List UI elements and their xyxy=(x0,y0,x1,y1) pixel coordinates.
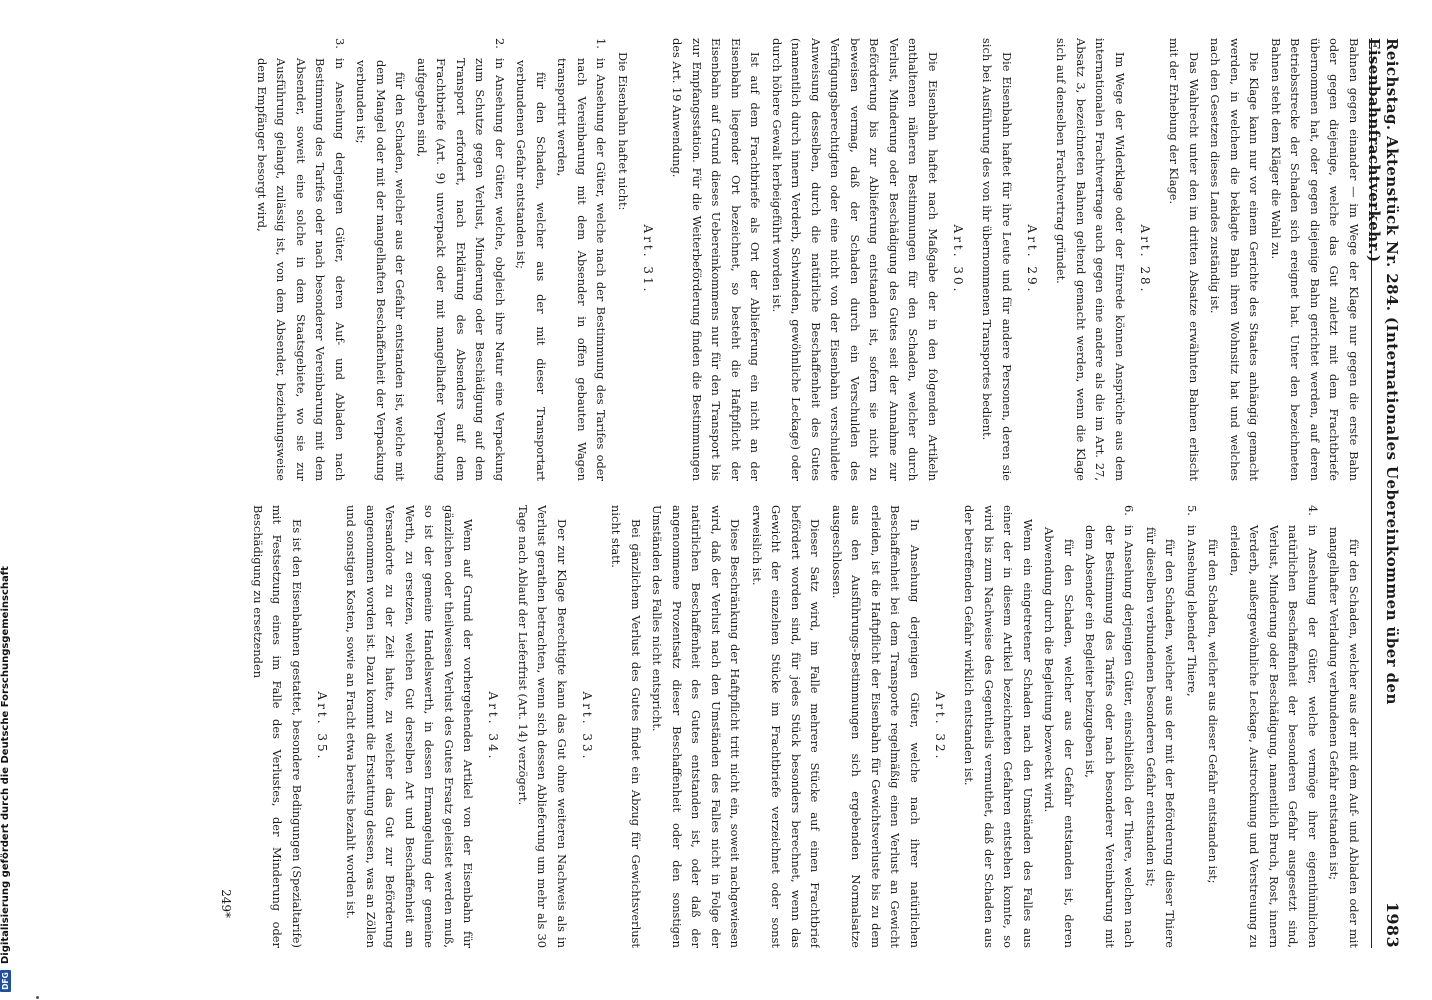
item-text: in Ansehung derjenigen Güter, deren Auf- und Abladen nach Bestimmung des Tarifes oder nach besonderer Vereinbarung mit dem Absender, soweit eine solche in dem Staatsgebiete, wo sie zur Ausführung gelangt, zulässig ist, von dem Absender, beziehungsweise dem Empfänger besorgt wird, xyxy=(255,58,347,481)
dfg-logo-icon: DFG xyxy=(0,970,11,992)
document-page xyxy=(17,28,1402,958)
article-heading: Art. 30. xyxy=(951,224,965,295)
page-header xyxy=(1365,38,1402,948)
column-left xyxy=(38,38,1363,481)
item-text: in Ansehung der Güter, welche nach der Bestimmung des Tarifes oder nach Vereinbarung mit dem Absender in offen gebauten Wagen transportirt werden, xyxy=(555,58,609,481)
list-item xyxy=(1080,505,1139,948)
article-heading: Art. 29. xyxy=(1025,224,1039,295)
item-number: 3. xyxy=(333,38,347,49)
paragraph: Das Wahlrecht unter den im dritten Absatze erwähnten Bahnen erlischt mit der Erhebung der Klage. xyxy=(1167,38,1201,481)
signature-mark: 249* xyxy=(219,889,234,918)
article-heading: Art. 28. xyxy=(1138,224,1152,295)
item-number: 6. xyxy=(1122,505,1137,516)
item-text: in Ansehung derjenigen Güter, einschließlich der Thiere, welchen nach der Bestimmung des Tarifes oder nach besonderer Vereinbarung mit dem Absender ein Begleiter beizugeben ist, xyxy=(1083,525,1137,948)
list-item xyxy=(552,38,611,481)
paragraph: Die Klage kann nur vor einem Gerichte des Staates anhängig gemacht werden, in welchem die beklagte Bahn ihren Wohnsitz hat und welches nach den Gesetzen dieses Landes zuständig ist. xyxy=(1208,38,1262,481)
list-subitem: für den Schaden, welcher aus dieser Gefahr entstanden ist; xyxy=(1206,539,1221,884)
paragraph: Die Eisenbahn haftet nicht: xyxy=(616,52,630,211)
list-subitem: für den Schaden, welcher aus der mit dieser Transportart verbundenen Gefahr entstanden ist; xyxy=(514,60,548,481)
paragraph: Wenn auf Grund der vorhergehenden Artikel von der Eisenbahn für gänzlichen oder theilweisen Verlust des Gutes Ersatz geleistet werden muß, so ist der gemeine Handelswerth, in dessen Ermangelung der gemeine Werth, zu ersetzen, welchen Gut derselben Art und Beschaffenheit am Versandorte zu der Zeit hatte, zu welcher das Gut zur Beförderung angenommen worden ist. Dazu kommt die Erstattung dessen, was an Zöllen und sonstigen Kosten, sowie an Fracht etwa bereits bezahlt worden ist. xyxy=(344,505,476,948)
article-heading: Art. 35. xyxy=(315,691,329,762)
item-number: 5. xyxy=(1185,505,1199,516)
paragraph: Der zur Klage Berechtigte kann das Gut ohne weiteren Nachweis als in Verlust gerathen betrachten, wenn sich dessen Ablieferung um mehr als 30 Tage nach Ablauf der Lieferfrist (Art. 14) verzögert. xyxy=(516,505,569,948)
list-subitem: für den Schaden, welcher aus der mit der Beförderung dieser Thiere für dieselben verbundenen besonderen Gefahr entstanden ist; xyxy=(1144,527,1178,948)
item-number: 2. xyxy=(493,38,507,49)
scan-speck xyxy=(36,996,39,999)
paragraph: In Ansehung derjenigen Güter, welche nach ihrer natürlichen Beschaffenheit bei dem Transporte regelmäßig einen Verlust an Gewicht erleiden, ist die Haftpflicht der Eisenbahn für Gewichtsverluste bis zu dem aus den Ausführungs-Bestimmungen sich ergebenden Normalsatze ausgeschlossen. xyxy=(830,505,922,948)
list-item xyxy=(252,38,350,481)
paragraph: Im Wege der Widerklage oder der Einrede können Ansprüche aus dem internationalen Frachtvertrage auch gegen eine andere als die im Art. 27, Absatz 3, bezeichneten Bahnen geltend gemacht werden, wenn die Klage sich auf denselben Frachtvertrag gründet. xyxy=(1054,38,1127,481)
paragraph: Diese Beschränkung der Haftpflicht tritt nicht ein, soweit nachgewiesen wird, daß der Verlust nach den Umständen des Falles nicht in Folge der natürlichen Beschaffenheit des Gutes entstanden ist, oder daß der angenommene Prozentsatz dieser Beschaffenheit oder den sonstigen Umständen des Falles nicht entspricht. xyxy=(650,505,743,948)
item-text: in Ansehung lebender Thiere, xyxy=(1185,525,1199,697)
list-item xyxy=(412,38,510,481)
list-item xyxy=(1225,505,1323,948)
page-number: 1983 xyxy=(1383,901,1402,948)
digitization-footer xyxy=(0,566,11,992)
list-item xyxy=(1182,505,1202,948)
item-text: in Ansehung der Güter, welche vermöge ihrer eigenthümlichen natürlichen Beschaffenheit der besonderen Gefahr ausgesetzt sind, Verlust, Minderung oder Beschädigung, namentlich Bruch, Rost, innern Verderb, außergewöhnliche Leckage, Austrocknung und Verstreuung zu erleiden, xyxy=(1228,525,1320,948)
list-subitem: für den Schaden, welcher aus der Gefahr entstanden ist, welche mit dem Mangel oder mit der mangelhaften Beschaffenheit der Verpackung verbunden ist; xyxy=(354,60,408,481)
paragraph: Ist auf dem Frachtbriefe als Ort der Ablieferung ein nicht an der Eisenbahn liegender Ort bezeichnet, so besteht die Haftpflicht der Eisenbahn auf Grund dieses Uebereinkommens nur für den Transport bis zur Empfangsstation. Für die Weiterbeförderung finden die Bestimmungen des Art. 19 Anwendung. xyxy=(670,38,763,481)
column-right xyxy=(38,505,1363,948)
article-heading: Art. 31. xyxy=(641,224,655,295)
text-columns xyxy=(38,38,1363,948)
article-heading: Art. 33. xyxy=(580,691,594,762)
list-subitem: für den Schaden, welcher aus der mit dem Auf- und Abladen oder mit mangelhafter Verladung verbundenen Gefahr entstanden ist; xyxy=(1327,527,1361,948)
header-title: Reichstag. Aktenstück Nr. 284. (Internationales Uebereinkommen über den Eisenbahnfrachtverkehr.) xyxy=(1365,38,1401,705)
article-heading: Art. 32. xyxy=(933,691,947,762)
paragraph: Bei gänzlichem Verlust des Gutes findet ein Abzug für Gewichtsverlust nicht statt. xyxy=(609,505,643,948)
item-text: in Ansehung der Güter, welche, obgleich ihre Natur eine Verpackung zum Schutze gegen Verlust, Minderung oder Beschädigung auf dem Transport erfordert, nach Erklärung des Absenders auf dem Frachtbriefe (Art. 9) unverpackt oder mit mangelhafter Verpackung aufgegeben sind, xyxy=(415,58,507,481)
paragraph: Die Eisenbahn haftet für ihre Leute und für andere Personen, deren sie sich bei Ausführung des von ihr übernommenen Transportes bedient. xyxy=(980,38,1014,481)
paragraph: Bahnen gegen einander — im Wege der Klage nur gegen die erste Bahn oder gegen diejenige, welche das Gut zuletzt mit dem Frachtbriefe übernommen hat, oder gegen diejenige Bahn gerichtet werden, auf deren Betriebsstrecke der Schaden sich ereignet hat. Unter den bezeichneten Bahnen steht dem Kläger die Wahl zu. xyxy=(1269,38,1361,481)
paragraph: Wenn ein eingetretener Schaden nach den Umständen des Falles aus einer der in diesem Artikel bezeichneten Gefahren entstehen konnte, so wird bis zum Nachweise des Gegentheils vermuthet, daß der Schaden aus der betreffenden Gefahr wirklich entstanden ist. xyxy=(962,505,1035,948)
footer-text: Digitalisierung gefördert durch die Deutsche Forschungsgemeinschaft xyxy=(0,566,11,964)
paragraph: Die Eisenbahn haftet nach Maßgabe der in den folgenden Artikeln enthaltenen näheren Bestimmungen für den Schaden, welcher durch Verlust, Minderung oder Beschädigung des Gutes seit der Annahme zur Beförderung bis zur Ablieferung entstanden ist, sofern sie nicht zu beweisen vermag, daß der Schaden durch ein Verschulden des Verfügungsberechtigten oder eine nicht von der Eisenbahn verschuldete Anweisung desselben, durch die natürliche Beschaffenheit des Gutes (namentlich durch innern Verderb, Schwinden, gewöhnliche Leckage) oder durch höhere Gewalt herbeigeführt worden ist. xyxy=(770,38,940,481)
list-subitem: für den Schaden, welcher aus der Gefahr entstanden ist, deren Abwendung durch die Begleitung bezweckt wird. xyxy=(1042,527,1076,948)
item-number: 4. xyxy=(1306,505,1320,516)
item-number: 1. xyxy=(594,38,609,49)
paragraph: Es ist den Eisenbahnen gestattet, besondere Bedingungen (Spezialtarife) mit Festsetzung eines im Falle des Verlustes, der Minderung oder Beschädigung zu ersetzenden xyxy=(251,505,304,948)
article-heading: Art. 34. xyxy=(486,691,501,762)
paragraph: Dieser Satz wird, im Falle mehrere Stücke auf einen Frachtbrief befördert worden sind, für jedes Stück besonders berechnet, wenn das Gewicht der einzelnen Stücke im Frachtbriefe verzeichnet oder sonst erweislich ist. xyxy=(750,505,823,948)
